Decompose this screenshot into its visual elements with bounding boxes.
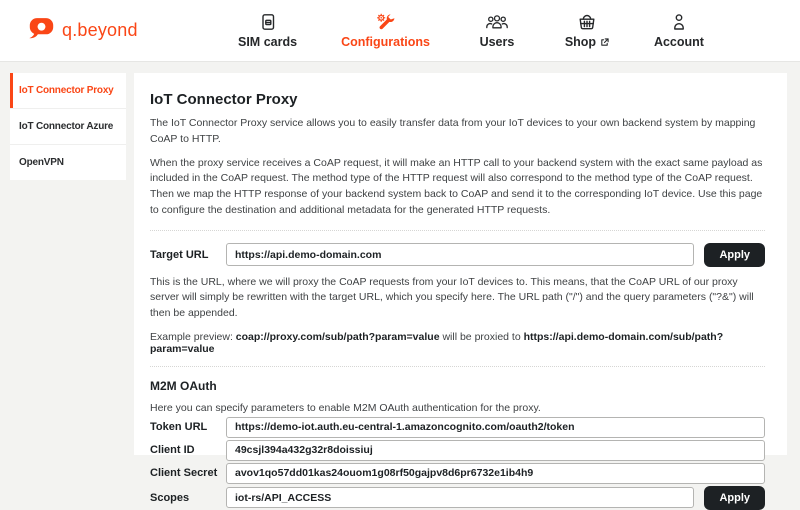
example-preview [150, 331, 765, 355]
scopes-input[interactable] [226, 487, 694, 508]
nav-item-configurations[interactable] [341, 12, 430, 49]
scopes-label: Scopes [150, 491, 190, 504]
nav-label: Shop [564, 35, 597, 49]
brand-name: q.beyond [62, 20, 138, 40]
main-nav [238, 12, 740, 49]
target-url-help: This is the URL, where we will proxy the CoAP requests from your IoT devices to. This means, that the CoAP URL of our proxy server will simply be rewritten with the target URL, which you specify here. The URL path ("/") and the query parameters ("?&") will then be appended. [150, 275, 754, 319]
page-body [0, 62, 800, 504]
oauth-apply-button[interactable]: Apply [704, 486, 765, 510]
sidebar-item-iot-connector-proxy[interactable]: IoT Connector Proxy [10, 73, 126, 109]
m2m-oauth-section [150, 366, 765, 510]
nav-item-account[interactable] [654, 12, 704, 49]
page-title: IoT Connector Proxy [150, 91, 298, 108]
external-link-icon [600, 38, 609, 47]
token-url-row [150, 417, 765, 438]
target-url-row [150, 243, 765, 267]
qbeyond-logo-icon [28, 16, 55, 45]
client-secret-row [150, 463, 765, 484]
nav-label: Users [479, 35, 515, 49]
token-url-input[interactable] [226, 417, 765, 438]
client-secret-label: Client Secret [150, 467, 218, 479]
nav-label: SIM cards [238, 35, 298, 49]
tools-icon [375, 12, 397, 32]
example-coap-url: coap://proxy.com/sub/path?param=value [235, 330, 440, 343]
person-icon [669, 12, 689, 32]
sim-card-icon [258, 12, 278, 32]
oauth-section-title: M2M OAuth [150, 378, 217, 393]
nav-item-shop[interactable] [564, 12, 610, 49]
target-url-section [150, 230, 765, 355]
example-prefix: Example preview: [150, 330, 233, 343]
nav-label: Account [653, 35, 704, 49]
intro-paragraph-1: The IoT Connector Proxy service allows you to easily transfer data from your IoT devices to your own backend system by mapping CoAP to HTTP. [150, 117, 756, 145]
client-secret-input[interactable] [226, 463, 765, 484]
nav-item-users[interactable] [474, 12, 520, 49]
settings-sidebar [10, 73, 126, 180]
client-id-label: Client ID [150, 444, 195, 456]
main-panel [134, 73, 787, 504]
oauth-description: Here you can specify parameters to enable M2M OAuth authentication for the proxy. [150, 401, 541, 414]
basket-icon [576, 12, 598, 32]
sidebar-item-iot-connector-azure[interactable]: IoT Connector Azure [10, 109, 126, 145]
example-mid-text: will be proxied to [442, 330, 521, 343]
brand-logo[interactable] [28, 16, 180, 45]
nav-item-sim-cards[interactable] [238, 12, 297, 49]
top-navigation-bar [0, 0, 800, 62]
intro-paragraph-2: When the proxy service receives a CoAP request, it will make an HTTP call to your backend system with the exact same payload as included in the CoAP request. The method type of the HTTP request will also correspond to the method type of the CoAP request. Then we map the HTTP response of your backend system back to CoAP and send it to the corresponding IoT device. Use this page to configure the destination and additional metadata for the generated HTTP requests. [150, 156, 763, 216]
users-icon [485, 12, 509, 32]
token-url-label: Token URL [150, 421, 208, 433]
client-id-input[interactable] [226, 440, 765, 461]
target-url-input[interactable] [226, 243, 694, 266]
example-http-url: https://api.demo-domain.com/sub/path?param=value [150, 330, 724, 355]
scopes-row [150, 486, 765, 510]
client-id-row [150, 440, 765, 461]
target-url-apply-button[interactable]: Apply [704, 243, 765, 267]
sidebar-item-openvpn[interactable]: OpenVPN [19, 157, 64, 168]
target-url-label: Target URL [150, 248, 209, 261]
nav-label: Configurations [341, 35, 430, 49]
